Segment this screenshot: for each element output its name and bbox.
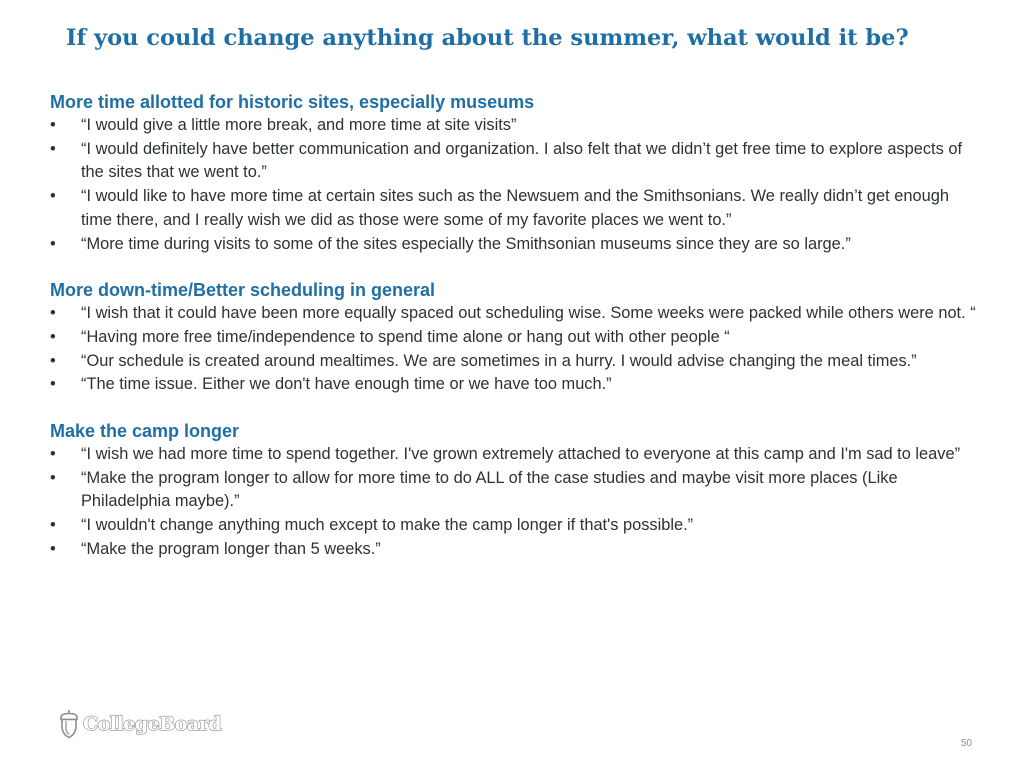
list-item bbox=[50, 326, 980, 350]
bullet-dot: • bbox=[50, 351, 56, 370]
acorn-icon bbox=[58, 709, 80, 739]
quote-text: “I would give a little more break, and more time at site visits” bbox=[81, 116, 517, 134]
quote-text: “Having more free time/independence to spend time alone or hang out with other people “ bbox=[81, 327, 730, 346]
bullet-dot: • bbox=[50, 468, 56, 487]
list-item bbox=[50, 514, 980, 538]
college-board-logo bbox=[58, 709, 221, 739]
quote-text: “Make the program longer than 5 weeks.” bbox=[81, 539, 381, 558]
bullet-dot: • bbox=[50, 116, 56, 134]
list-item bbox=[50, 138, 980, 185]
page-number: 50 bbox=[960, 738, 972, 749]
quote-text: “I wish that it could have been more equally spaced out scheduling wise. Some weeks were packed while others were not. “ bbox=[81, 304, 976, 323]
quote-text: “Make the program longer to allow for more time to do ALL of the case studies and maybe visit more places (Like Philadelphia maybe).” bbox=[81, 468, 898, 511]
bullet-dot: • bbox=[50, 139, 56, 158]
bullet-dot: • bbox=[50, 187, 56, 206]
bullet-dot: • bbox=[50, 234, 56, 253]
list-item bbox=[50, 302, 980, 326]
bullet-dot: • bbox=[50, 304, 56, 323]
list-item bbox=[50, 114, 980, 138]
quote-text: “Our schedule is created around mealtimes. We are sometimes in a hurry. I would advise changing the meal times.” bbox=[81, 351, 917, 370]
section-more-down-time bbox=[50, 278, 980, 397]
section-heading: Make the camp longer bbox=[50, 421, 240, 442]
list-item bbox=[50, 185, 980, 232]
quote-text: “I wish we had more time to spend together. I've grown extremely attached to everyone at this camp and I'm sad to leave” bbox=[81, 445, 961, 464]
section-more-time-historic-sites bbox=[50, 90, 980, 256]
list-item bbox=[50, 373, 980, 397]
list-item bbox=[50, 233, 980, 257]
section-heading: More time allotted for historic sites, especially museums bbox=[50, 92, 535, 112]
quote-text: “I wouldn't change anything much except to make the camp longer if that's possible.” bbox=[81, 516, 694, 535]
bullet-list bbox=[50, 114, 980, 256]
quote-text: “More time during visits to some of the sites especially the Smithsonian museums since they are so large.” bbox=[81, 234, 851, 253]
list-item bbox=[50, 467, 980, 514]
quote-text: “I would like to have more time at certain sites such as the Newsuem and the Smithsonians. We really didn’t get enough time there, and I really wish we did as those were some of my favorite places we went to.” bbox=[81, 187, 949, 229]
section-make-camp-longer bbox=[50, 419, 980, 562]
list-item bbox=[50, 350, 980, 374]
bullet-list bbox=[50, 302, 980, 397]
quote-text: “I would definitely have better communication and organization. I also felt that we didn’t get free time to explore aspects of the sites that we went to.” bbox=[81, 139, 963, 182]
list-item bbox=[50, 443, 980, 467]
bullet-dot: • bbox=[50, 539, 56, 558]
slide-title: If you could change anything about the summer, what would it be? bbox=[66, 25, 909, 51]
logo-wordmark: CollegeBoard bbox=[83, 713, 222, 735]
bullet-dot: • bbox=[50, 375, 56, 394]
bullet-dot: • bbox=[50, 327, 56, 346]
bullet-dot: • bbox=[50, 445, 56, 464]
slide-content bbox=[50, 90, 980, 584]
bullet-dot: • bbox=[50, 516, 56, 535]
bullet-list bbox=[50, 443, 980, 562]
section-heading: More down-time/Better scheduling in general bbox=[50, 280, 436, 301]
list-item bbox=[50, 538, 980, 562]
quote-text: “The time issue. Either we don't have enough time or we have too much.” bbox=[81, 375, 612, 394]
